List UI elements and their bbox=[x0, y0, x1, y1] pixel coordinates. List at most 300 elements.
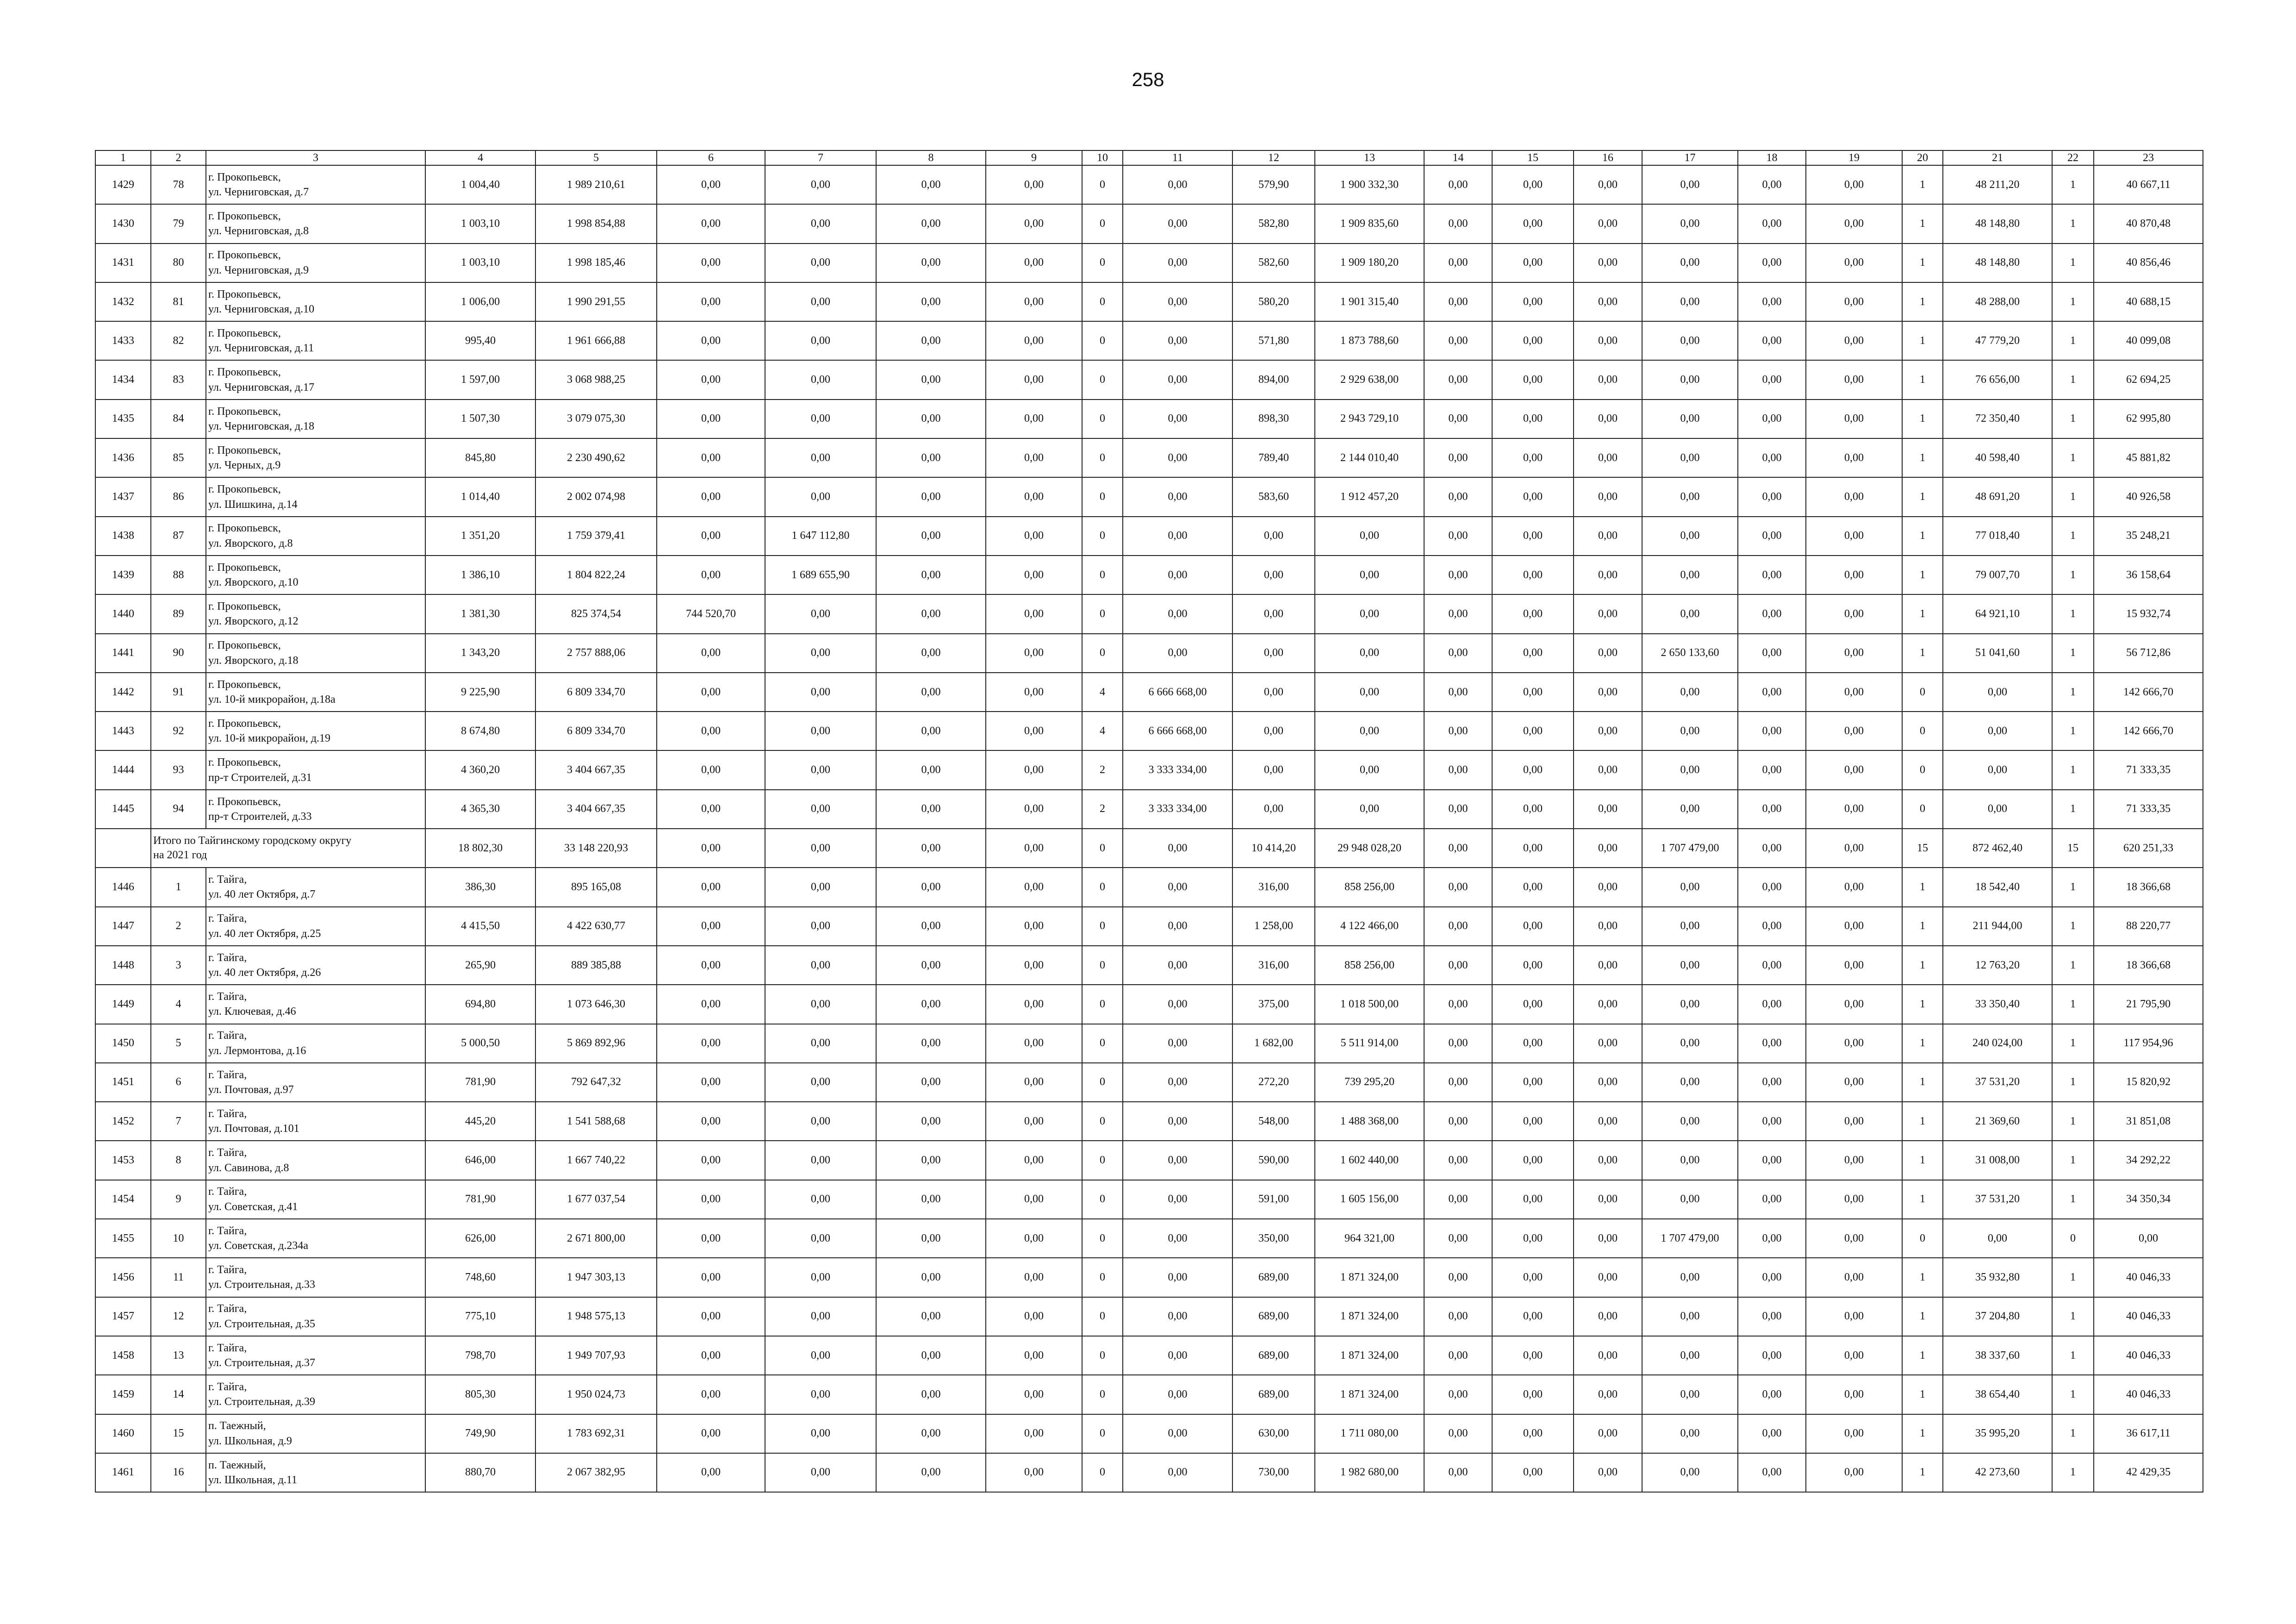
address-cell: г. Прокопьевск, ул. Черниговская, д.7 bbox=[206, 165, 425, 204]
table-cell: 0 bbox=[1082, 244, 1123, 282]
table-cell: 0,00 bbox=[1806, 1258, 1902, 1297]
table-cell: 0,00 bbox=[1574, 868, 1642, 906]
table-cell: 0,00 bbox=[1492, 1102, 1574, 1141]
column-header: 6 bbox=[657, 150, 765, 165]
table-cell: 5 bbox=[151, 1024, 206, 1063]
table-cell: 2 002 074,98 bbox=[535, 477, 657, 516]
table-cell: 1 bbox=[1902, 1102, 1943, 1141]
table-cell: 1 912 457,20 bbox=[1315, 477, 1424, 516]
table-row bbox=[95, 517, 2203, 556]
table-cell: 0,00 bbox=[1492, 634, 1574, 673]
table-cell: 0,00 bbox=[1315, 556, 1424, 594]
table-cell: 1 647 112,80 bbox=[765, 517, 876, 556]
table-cell: 0,00 bbox=[1424, 946, 1492, 985]
table-cell: 92 bbox=[151, 712, 206, 750]
table-cell: 781,90 bbox=[425, 1180, 535, 1219]
table-cell: 1 bbox=[2052, 1375, 2094, 1414]
table-cell: 1444 bbox=[95, 750, 151, 789]
table-cell: 0,00 bbox=[657, 1336, 765, 1375]
table-cell: 2 757 888,06 bbox=[535, 634, 657, 673]
table-cell: 0,00 bbox=[1123, 477, 1232, 516]
table-cell: 0,00 bbox=[765, 1180, 876, 1219]
table-cell: 1 bbox=[1902, 556, 1943, 594]
table-cell: 0,00 bbox=[765, 1102, 876, 1141]
table-cell: 375,00 bbox=[1232, 985, 1315, 1024]
table-cell: 825 374,54 bbox=[535, 594, 657, 633]
table-cell: 1 950 024,73 bbox=[535, 1375, 657, 1414]
table-cell: 1 947 303,13 bbox=[535, 1258, 657, 1297]
table-cell: 1 bbox=[2052, 907, 2094, 946]
table-cell: 0,00 bbox=[657, 477, 765, 516]
table-cell: 775,10 bbox=[425, 1297, 535, 1336]
table-cell: 1 bbox=[1902, 634, 1943, 673]
table-cell: 689,00 bbox=[1232, 1336, 1315, 1375]
table-cell: 1 bbox=[2052, 1258, 2094, 1297]
table-cell: 0,00 bbox=[1738, 1219, 1806, 1258]
table-cell: 0,00 bbox=[657, 1024, 765, 1063]
table-cell: 0,00 bbox=[1642, 1336, 1738, 1375]
total-label: Итого по Тайгинскому городскому округу на 2021 год bbox=[151, 829, 425, 868]
table-cell: 48 148,80 bbox=[1943, 204, 2052, 243]
column-header: 1 bbox=[95, 150, 151, 165]
table-cell: 0,00 bbox=[765, 673, 876, 712]
table-cell: 0,00 bbox=[1738, 673, 1806, 712]
table-cell: 45 881,82 bbox=[2094, 438, 2203, 477]
table-cell: 1 998 854,88 bbox=[535, 204, 657, 243]
table-cell: 0,00 bbox=[986, 712, 1082, 750]
table-cell: 1 bbox=[2052, 321, 2094, 360]
table-cell: 0 bbox=[1082, 556, 1123, 594]
table-cell: 0,00 bbox=[1642, 985, 1738, 1024]
table-cell: 1 bbox=[1902, 1375, 1943, 1414]
table-cell: 0,00 bbox=[1642, 204, 1738, 243]
table-cell: 0,00 bbox=[1424, 1024, 1492, 1063]
table-cell: 0,00 bbox=[1232, 594, 1315, 633]
table-cell: 0,00 bbox=[1424, 907, 1492, 946]
table-cell: 0 bbox=[1082, 360, 1123, 399]
table-cell: 15 820,92 bbox=[2094, 1063, 2203, 1102]
table-cell: 1 873 788,60 bbox=[1315, 321, 1424, 360]
table-cell: 0,00 bbox=[1738, 1375, 1806, 1414]
table-row bbox=[95, 1063, 2203, 1102]
table-cell: 0,00 bbox=[876, 517, 986, 556]
table-cell: 0,00 bbox=[876, 985, 986, 1024]
table-cell: 739 295,20 bbox=[1315, 1063, 1424, 1102]
table-cell: 0,00 bbox=[1492, 360, 1574, 399]
address-cell: г. Тайга, ул. Строительная, д.37 bbox=[206, 1336, 425, 1375]
table-cell: 1461 bbox=[95, 1453, 151, 1492]
table-cell: 1449 bbox=[95, 985, 151, 1024]
table-cell: 0,00 bbox=[657, 790, 765, 829]
table-cell: 0,00 bbox=[986, 790, 1082, 829]
table-cell: 40 667,11 bbox=[2094, 165, 2203, 204]
table-cell: 1456 bbox=[95, 1258, 151, 1297]
table-cell: 90 bbox=[151, 634, 206, 673]
table-cell: 0,00 bbox=[1806, 165, 1902, 204]
column-header: 3 bbox=[206, 150, 425, 165]
table-cell: 91 bbox=[151, 673, 206, 712]
table-cell: 0,00 bbox=[1738, 1414, 1806, 1453]
table-cell: 0,00 bbox=[1123, 829, 1232, 868]
table-cell: 1451 bbox=[95, 1063, 151, 1102]
table-cell: 0,00 bbox=[1738, 1453, 1806, 1492]
table-cell: 8 bbox=[151, 1141, 206, 1180]
table-cell: 0,00 bbox=[657, 204, 765, 243]
table-cell: 0,00 bbox=[1642, 360, 1738, 399]
table-cell: 0,00 bbox=[1642, 1414, 1738, 1453]
table-cell: 0,00 bbox=[1492, 321, 1574, 360]
table-cell: 0,00 bbox=[1424, 868, 1492, 906]
address-cell: г. Прокопьевск, пр-т Строителей, д.33 bbox=[206, 790, 425, 829]
table-cell: 0,00 bbox=[1738, 400, 1806, 438]
table-cell: 1 998 185,46 bbox=[535, 244, 657, 282]
data-table bbox=[95, 150, 2203, 1493]
table-cell: 1 901 315,40 bbox=[1315, 282, 1424, 321]
table-cell: 0,00 bbox=[1642, 438, 1738, 477]
table-cell: 0,00 bbox=[1424, 360, 1492, 399]
address-cell: г. Прокопьевск, ул. Яворского, д.18 bbox=[206, 634, 425, 673]
table-cell: 0,00 bbox=[765, 594, 876, 633]
table-cell: 0,00 bbox=[765, 477, 876, 516]
table-cell: 0,00 bbox=[1424, 1336, 1492, 1375]
table-cell: 582,60 bbox=[1232, 244, 1315, 282]
table-cell: 0,00 bbox=[876, 400, 986, 438]
table-cell: 0,00 bbox=[1806, 1375, 1902, 1414]
table-cell: 0,00 bbox=[1574, 517, 1642, 556]
table-cell: 40 046,33 bbox=[2094, 1336, 2203, 1375]
table-cell: 0,00 bbox=[657, 244, 765, 282]
table-cell: 0 bbox=[1082, 1258, 1123, 1297]
table-cell: 0 bbox=[1902, 790, 1943, 829]
table-cell: 0,00 bbox=[1123, 1297, 1232, 1336]
table-cell: 749,90 bbox=[425, 1414, 535, 1453]
table-cell: 1 871 324,00 bbox=[1315, 1375, 1424, 1414]
table-cell: 0,00 bbox=[1574, 673, 1642, 712]
table-row bbox=[95, 1414, 2203, 1453]
table-cell: 0,00 bbox=[1424, 204, 1492, 243]
table-cell: 84 bbox=[151, 400, 206, 438]
table-cell: 0,00 bbox=[1738, 1024, 1806, 1063]
table-cell: 0,00 bbox=[1424, 1414, 1492, 1453]
address-cell: г. Прокопьевск, ул. Яворского, д.10 bbox=[206, 556, 425, 594]
table-cell: 1 961 666,88 bbox=[535, 321, 657, 360]
table-cell: 0,00 bbox=[765, 634, 876, 673]
table-cell: 0,00 bbox=[1492, 594, 1574, 633]
table-cell: 0,00 bbox=[1123, 556, 1232, 594]
table-cell: 0,00 bbox=[1574, 1375, 1642, 1414]
table-cell: 1437 bbox=[95, 477, 151, 516]
table-cell: 0,00 bbox=[1123, 360, 1232, 399]
table-cell: 1438 bbox=[95, 517, 151, 556]
table-cell: 0,00 bbox=[1806, 1141, 1902, 1180]
address-cell: п. Таежный, ул. Школьная, д.11 bbox=[206, 1453, 425, 1492]
table-cell: 0,00 bbox=[1642, 673, 1738, 712]
address-cell: г. Прокопьевск, ул. Черниговская, д.9 bbox=[206, 244, 425, 282]
table-cell: 0,00 bbox=[1574, 165, 1642, 204]
table-cell: 40 598,40 bbox=[1943, 438, 2052, 477]
table-cell: 79 bbox=[151, 204, 206, 243]
table-cell: 18 802,30 bbox=[425, 829, 535, 868]
table-cell: 1 003,10 bbox=[425, 244, 535, 282]
table-cell: 0,00 bbox=[1123, 400, 1232, 438]
table-cell: 0,00 bbox=[1424, 438, 1492, 477]
table-cell: 12 763,20 bbox=[1943, 946, 2052, 985]
table-cell: 2 671 800,00 bbox=[535, 1219, 657, 1258]
table-cell: 9 bbox=[151, 1180, 206, 1219]
table-cell: 0,00 bbox=[986, 1141, 1082, 1180]
table-cell: 1 bbox=[1902, 438, 1943, 477]
table-cell: 0,00 bbox=[1424, 829, 1492, 868]
table-cell: 0,00 bbox=[1574, 1180, 1642, 1219]
table-cell: 0,00 bbox=[657, 360, 765, 399]
table-cell: 34 350,34 bbox=[2094, 1180, 2203, 1219]
table-cell: 0,00 bbox=[1738, 204, 1806, 243]
table-cell: 117 954,96 bbox=[2094, 1024, 2203, 1063]
table-cell: 1 bbox=[2052, 1063, 2094, 1102]
table-cell: 4 360,20 bbox=[425, 750, 535, 789]
table-cell: 0,00 bbox=[1642, 1258, 1738, 1297]
table-cell bbox=[95, 829, 151, 868]
table-cell: 0,00 bbox=[1574, 829, 1642, 868]
table-cell: 0,00 bbox=[1123, 282, 1232, 321]
table-cell: 0,00 bbox=[1642, 1297, 1738, 1336]
table-cell: 0,00 bbox=[1806, 829, 1902, 868]
table-cell: 34 292,22 bbox=[2094, 1141, 2203, 1180]
table-cell: 1 677 037,54 bbox=[535, 1180, 657, 1219]
table-cell: 0,00 bbox=[876, 1258, 986, 1297]
table-cell: 0,00 bbox=[1492, 517, 1574, 556]
table-cell: 1 bbox=[2052, 517, 2094, 556]
table-row bbox=[95, 400, 2203, 438]
table-cell: 0 bbox=[1082, 1063, 1123, 1102]
column-header: 2 bbox=[151, 150, 206, 165]
table-cell: 689,00 bbox=[1232, 1258, 1315, 1297]
table-cell: 0,00 bbox=[765, 750, 876, 789]
table-row bbox=[95, 907, 2203, 946]
table-cell: 0,00 bbox=[986, 517, 1082, 556]
table-cell: 1 948 575,13 bbox=[535, 1297, 657, 1336]
table-cell: 0,00 bbox=[986, 204, 1082, 243]
table-cell: 1 871 324,00 bbox=[1315, 1258, 1424, 1297]
table-row bbox=[95, 1219, 2203, 1258]
table-cell: 2 943 729,10 bbox=[1315, 400, 1424, 438]
table-cell: 0,00 bbox=[1738, 1102, 1806, 1141]
table-cell: 0,00 bbox=[1806, 1219, 1902, 1258]
table-cell: 0,00 bbox=[986, 1219, 1082, 1258]
table-cell: 18 542,40 bbox=[1943, 868, 2052, 906]
table-cell: 1 804 822,24 bbox=[535, 556, 657, 594]
table-cell: 0,00 bbox=[1642, 477, 1738, 516]
table-cell: 1 605 156,00 bbox=[1315, 1180, 1424, 1219]
table-cell: 0,00 bbox=[765, 712, 876, 750]
table-cell: 898,30 bbox=[1232, 400, 1315, 438]
table-cell: 56 712,86 bbox=[2094, 634, 2203, 673]
table-cell: 0,00 bbox=[2094, 1219, 2203, 1258]
table-cell: 445,20 bbox=[425, 1102, 535, 1141]
table-cell: 94 bbox=[151, 790, 206, 829]
address-cell: г. Тайга, ул. Строительная, д.35 bbox=[206, 1297, 425, 1336]
table-cell: 0,00 bbox=[657, 1297, 765, 1336]
column-header: 7 bbox=[765, 150, 876, 165]
table-cell: 0,00 bbox=[1574, 1141, 1642, 1180]
table-cell: 0,00 bbox=[1642, 594, 1738, 633]
table-cell: 1 258,00 bbox=[1232, 907, 1315, 946]
table-cell: 5 000,50 bbox=[425, 1024, 535, 1063]
table-cell: 0 bbox=[1902, 673, 1943, 712]
table-cell: 0 bbox=[1902, 750, 1943, 789]
table-cell: 0,00 bbox=[1123, 1063, 1232, 1102]
table-cell: 0,00 bbox=[1574, 634, 1642, 673]
table-cell: 1 bbox=[151, 868, 206, 906]
table-cell: 0,00 bbox=[1574, 1297, 1642, 1336]
table-cell: 1 bbox=[2052, 1024, 2094, 1063]
table-cell: 689,00 bbox=[1232, 1375, 1315, 1414]
table-cell: 1 bbox=[2052, 204, 2094, 243]
table-cell: 0 bbox=[1082, 907, 1123, 946]
table-cell: 0,00 bbox=[1642, 244, 1738, 282]
table-cell: 0,00 bbox=[1492, 1141, 1574, 1180]
table-cell: 0,00 bbox=[1806, 1024, 1902, 1063]
table-cell: 0,00 bbox=[1806, 400, 1902, 438]
table-cell: 1460 bbox=[95, 1414, 151, 1453]
table-cell: 21 369,60 bbox=[1943, 1102, 2052, 1141]
table-cell: 1 982 680,00 bbox=[1315, 1453, 1424, 1492]
table-cell: 6 809 334,70 bbox=[535, 712, 657, 750]
table-cell: 0,00 bbox=[1642, 868, 1738, 906]
table-cell: 0,00 bbox=[1738, 907, 1806, 946]
table-cell: 1 bbox=[1902, 165, 1943, 204]
table-cell: 0,00 bbox=[1574, 1219, 1642, 1258]
table-cell: 1448 bbox=[95, 946, 151, 985]
table-cell: 1436 bbox=[95, 438, 151, 477]
table-cell: 0 bbox=[1082, 165, 1123, 204]
table-cell: 0 bbox=[1082, 1141, 1123, 1180]
table-cell: 0,00 bbox=[657, 1141, 765, 1180]
table-cell: 0 bbox=[1082, 1336, 1123, 1375]
table-cell: 0 bbox=[1082, 1219, 1123, 1258]
table-cell: 0,00 bbox=[1642, 750, 1738, 789]
address-cell: г. Прокопьевск, ул. 10-й микрорайон, д.19 bbox=[206, 712, 425, 750]
table-cell: 1431 bbox=[95, 244, 151, 282]
table-cell: 0,00 bbox=[1738, 438, 1806, 477]
table-cell: 8 674,80 bbox=[425, 712, 535, 750]
table-cell: 1 bbox=[2052, 477, 2094, 516]
table-row bbox=[95, 985, 2203, 1024]
table-cell: 1 602 440,00 bbox=[1315, 1141, 1424, 1180]
table-cell: 0,00 bbox=[1315, 594, 1424, 633]
table-cell: 0,00 bbox=[1806, 594, 1902, 633]
table-cell: 1 bbox=[1902, 1141, 1943, 1180]
table-row bbox=[95, 282, 2203, 321]
table-cell: 0,00 bbox=[1574, 282, 1642, 321]
table-cell: 0,00 bbox=[1574, 244, 1642, 282]
table-cell: 0,00 bbox=[1738, 829, 1806, 868]
table-cell: 0,00 bbox=[1574, 1258, 1642, 1297]
table-cell: 0,00 bbox=[1424, 1453, 1492, 1492]
table-cell: 0,00 bbox=[1123, 1258, 1232, 1297]
table-cell: 0,00 bbox=[765, 829, 876, 868]
table-cell: 79 007,70 bbox=[1943, 556, 2052, 594]
table-cell: 33 148 220,93 bbox=[535, 829, 657, 868]
table-cell: 0,00 bbox=[1738, 1336, 1806, 1375]
table-cell: 0,00 bbox=[1424, 673, 1492, 712]
table-cell: 1 381,30 bbox=[425, 594, 535, 633]
table-cell: 0,00 bbox=[657, 1219, 765, 1258]
table-cell: 40 046,33 bbox=[2094, 1297, 2203, 1336]
table-cell: 748,60 bbox=[425, 1258, 535, 1297]
table-cell: 1 909 835,60 bbox=[1315, 204, 1424, 243]
table-cell: 7 bbox=[151, 1102, 206, 1141]
table-cell: 0,00 bbox=[1642, 556, 1738, 594]
table-cell: 0,00 bbox=[657, 1102, 765, 1141]
table-cell: 0,00 bbox=[1943, 712, 2052, 750]
table-cell: 1 bbox=[2052, 712, 2094, 750]
address-cell: г. Тайга, ул. Лермонтова, д.16 bbox=[206, 1024, 425, 1063]
table-cell: 0,00 bbox=[1492, 1375, 1574, 1414]
table-cell: 0,00 bbox=[986, 282, 1082, 321]
table-cell: 0,00 bbox=[1738, 165, 1806, 204]
table-cell: 1 871 324,00 bbox=[1315, 1297, 1424, 1336]
table-cell: 1 014,40 bbox=[425, 477, 535, 516]
table-cell: 0,00 bbox=[1492, 712, 1574, 750]
table-cell: 83 bbox=[151, 360, 206, 399]
table-cell: 1 bbox=[1902, 1414, 1943, 1453]
table-cell: 0,00 bbox=[876, 868, 986, 906]
table-cell: 64 921,10 bbox=[1943, 594, 2052, 633]
table-cell: 2 650 133,60 bbox=[1642, 634, 1738, 673]
table-cell: 0,00 bbox=[1642, 1375, 1738, 1414]
table-cell: 72 350,40 bbox=[1943, 400, 2052, 438]
table-cell: 36 158,64 bbox=[2094, 556, 2203, 594]
table-cell: 0,00 bbox=[1123, 946, 1232, 985]
table-cell: 0,00 bbox=[876, 204, 986, 243]
address-cell: г. Тайга, ул. Почтовая, д.101 bbox=[206, 1102, 425, 1141]
table-cell: 2 929 638,00 bbox=[1315, 360, 1424, 399]
table-cell: 582,80 bbox=[1232, 204, 1315, 243]
table-cell: 0 bbox=[1082, 1102, 1123, 1141]
table-cell: 0,00 bbox=[765, 1414, 876, 1453]
table-cell: 0,00 bbox=[1492, 244, 1574, 282]
table-cell: 47 779,20 bbox=[1943, 321, 2052, 360]
table-cell: 0 bbox=[1082, 868, 1123, 906]
table-cell: 0,00 bbox=[1574, 790, 1642, 829]
table-cell: 0,00 bbox=[876, 1453, 986, 1492]
table-cell: 0,00 bbox=[657, 556, 765, 594]
table-cell: 0,00 bbox=[1123, 517, 1232, 556]
table-cell: 6 809 334,70 bbox=[535, 673, 657, 712]
table-cell: 0,00 bbox=[765, 1258, 876, 1297]
table-cell: 1455 bbox=[95, 1219, 151, 1258]
table-cell: 0,00 bbox=[876, 1375, 986, 1414]
table-cell: 0,00 bbox=[1232, 517, 1315, 556]
address-cell: г. Тайга, ул. Строительная, д.39 bbox=[206, 1375, 425, 1414]
table-cell: 1 bbox=[2052, 1336, 2094, 1375]
table-cell: 1 909 180,20 bbox=[1315, 244, 1424, 282]
table-cell: 0,00 bbox=[1492, 1297, 1574, 1336]
table-cell: 0,00 bbox=[876, 1063, 986, 1102]
address-cell: г. Прокопьевск, ул. 10-й микрорайон, д.18а bbox=[206, 673, 425, 712]
table-cell: 1 bbox=[1902, 1180, 1943, 1219]
table-row bbox=[95, 1024, 2203, 1063]
table-cell: 1 bbox=[1902, 946, 1943, 985]
table-cell: 0,00 bbox=[1232, 556, 1315, 594]
column-header: 23 bbox=[2094, 150, 2203, 165]
table-cell: 0,00 bbox=[986, 244, 1082, 282]
table-cell: 0,00 bbox=[1315, 712, 1424, 750]
table-cell: 71 333,35 bbox=[2094, 750, 2203, 789]
table-cell: 0,00 bbox=[1123, 634, 1232, 673]
table-cell: 0,00 bbox=[657, 1453, 765, 1492]
